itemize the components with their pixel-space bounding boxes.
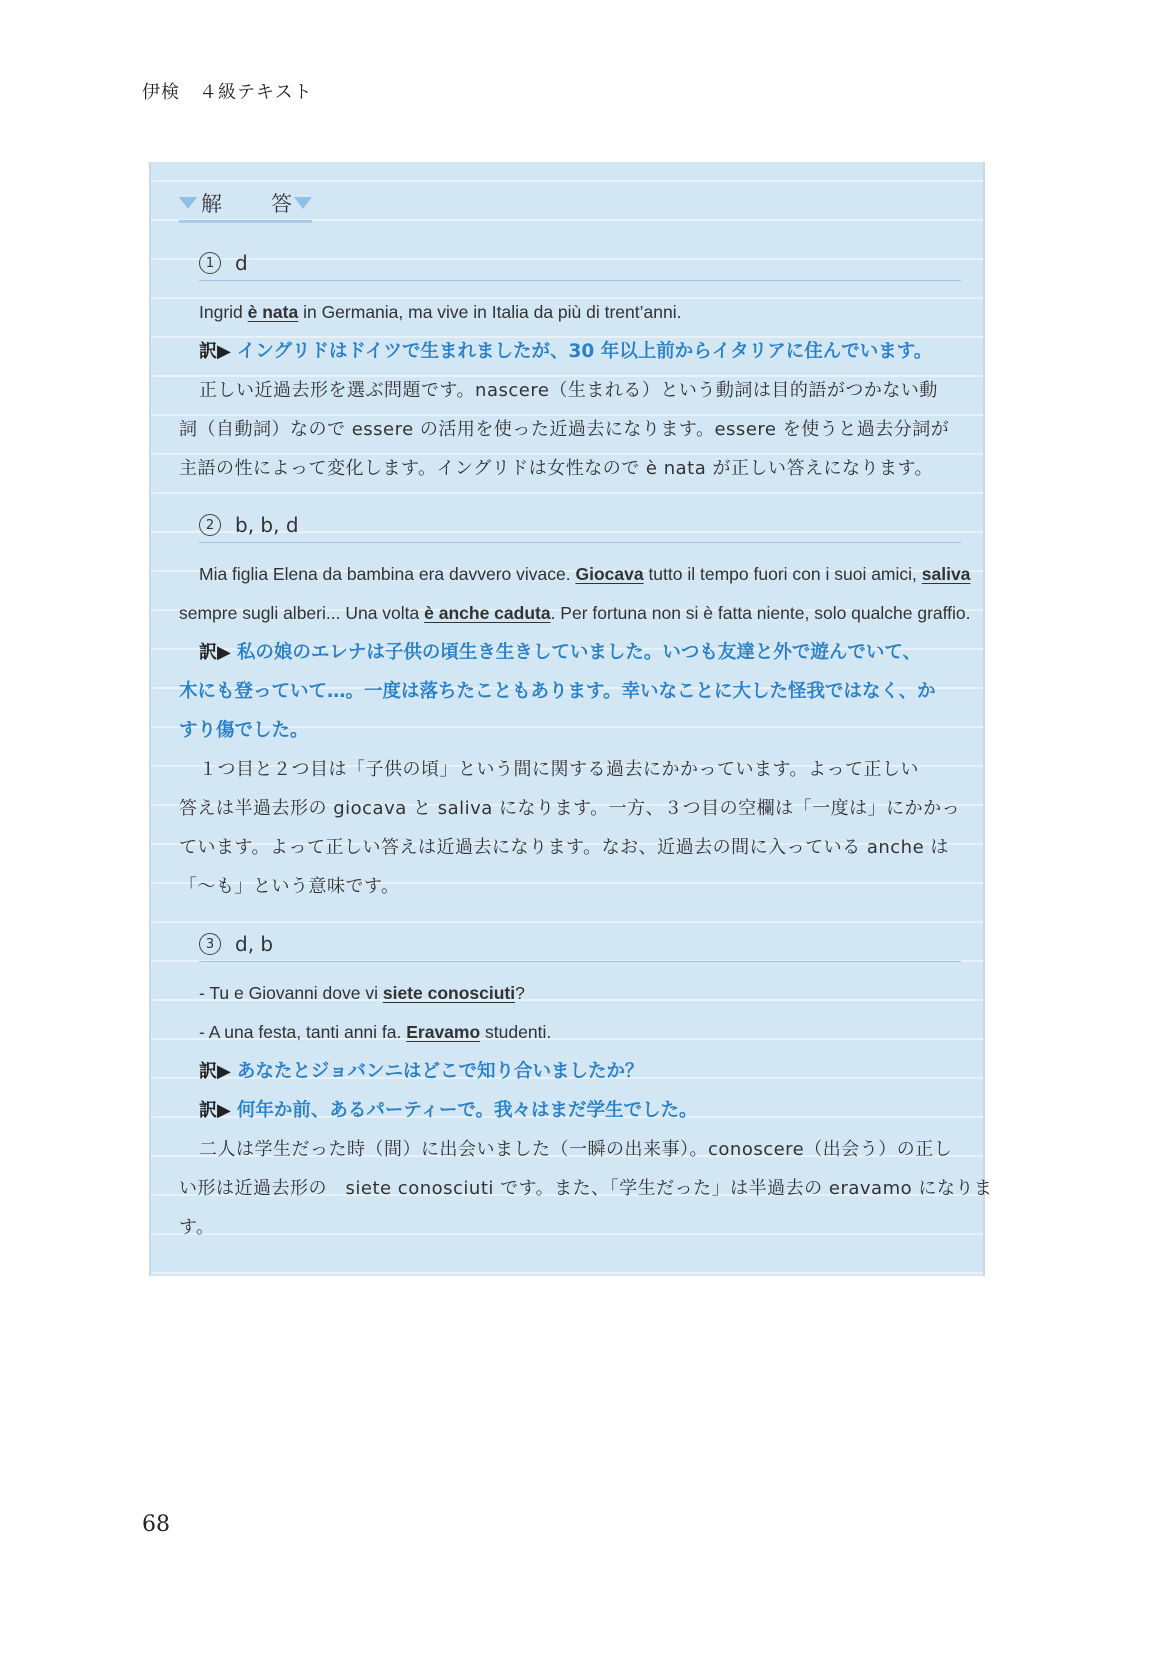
circled-number: 3 (199, 933, 221, 955)
italian-sentence: Mia figlia Elena da bambina era davvero vivace. Giocava tutto il tempo fuori con i suoi amici, saliva (199, 564, 971, 584)
answer-number-row (199, 246, 961, 281)
italian-sentence: - Tu e Giovanni dove vi siete conosciuti? (199, 983, 525, 1003)
answer-section-1 (179, 246, 961, 488)
translation-line: 訳▶ イングリドはドイツで生まれましたが、30 年以上前からイタリアに住んでいます。 (199, 341, 933, 362)
answer-title-text: 解 答 (201, 192, 306, 216)
translation-mark: 訳▶ (199, 341, 231, 362)
translation-mark: 訳▶ (199, 1061, 231, 1082)
italian-sentence: - A una festa, tanti anni fa. Eravamo studenti. (199, 1022, 552, 1042)
page-number: 68 (142, 1512, 170, 1537)
explanation-line: 主語の性によって変化します。イングリドは女性なので è nata が正しい答えになります。 (179, 458, 934, 479)
translation-mark: 訳▶ (199, 642, 231, 663)
translation-line: 訳▶ あなたとジョバンニはどこで知り合いましたか？ (199, 1061, 644, 1082)
explanation-line: す。 (179, 1217, 215, 1238)
explanation-line: い形は近過去形の siete conosciuti です。また、「学生だった」は半過去の eravamo になりま (179, 1178, 993, 1199)
circled-number: 2 (199, 514, 221, 536)
answer-section-2 (179, 508, 971, 906)
explanation-line: 正しい近過去形を選ぶ問題です。nascere（生まれる）という動詞は目的語がつかない動 (199, 380, 938, 401)
explanation-line: 詞（自動詞）なので essere の活用を使った近過去になります。essere を使うと過去分詞が (179, 419, 950, 440)
answer-key: b, b, d (235, 513, 299, 537)
answer-section-3 (179, 927, 993, 1247)
explanation-line: ています。よって正しい答えは近過去になります。なお、近過去の間に入っている anche は (179, 837, 949, 858)
translation-line: 木にも登っていて…。一度は落ちたこともあります。幸いなことに大した怪我ではなく、か (179, 681, 936, 702)
answer-key: d (235, 251, 248, 275)
explanation-line: 答えは半過去形の giocava と saliva になります。一方、３つ目の空欄は「一度は」にかかっ (179, 798, 961, 819)
answer-box-title (179, 188, 312, 223)
italian-sentence: Ingrid è nata in Germania, ma vive in Italia da più di trent’anni. (199, 302, 682, 322)
translation-line: 訳▶ 何年か前、あるパーティーで。我々はまだ学生でした。 (199, 1100, 698, 1121)
answer-box (149, 162, 993, 1276)
explanation-line: １つ目と２つ目は「子供の頃」という間に関する過去にかかっています。よって正しい (199, 759, 920, 780)
running-header: 伊検 ４級テキスト (142, 82, 313, 103)
answer-key: d, b (235, 932, 274, 956)
translation-line: すり傷でした。 (179, 720, 309, 741)
triangle-down-icon (179, 197, 197, 209)
translation-mark: 訳▶ (199, 1100, 231, 1121)
explanation-line: 二人は学生だった時（間）に出会いました（一瞬の出来事）。conoscere（出会う）の正し (199, 1139, 953, 1160)
explanation-line: 「～も」という意味です。 (179, 876, 400, 897)
triangle-down-icon (294, 197, 312, 209)
translation-line: 訳▶ 私の娘のエレナは子供の頃生き生きしていました。いつも友達と外で遊んでいて、 (199, 642, 921, 663)
circled-number: 1 (199, 252, 221, 274)
answer-number-row (199, 508, 961, 543)
answer-number-row (199, 927, 961, 962)
italian-sentence: sempre sugli alberi... Una volta è anche caduta. Per fortuna non si è fatta niente, solo qualche graffio. (179, 603, 971, 623)
